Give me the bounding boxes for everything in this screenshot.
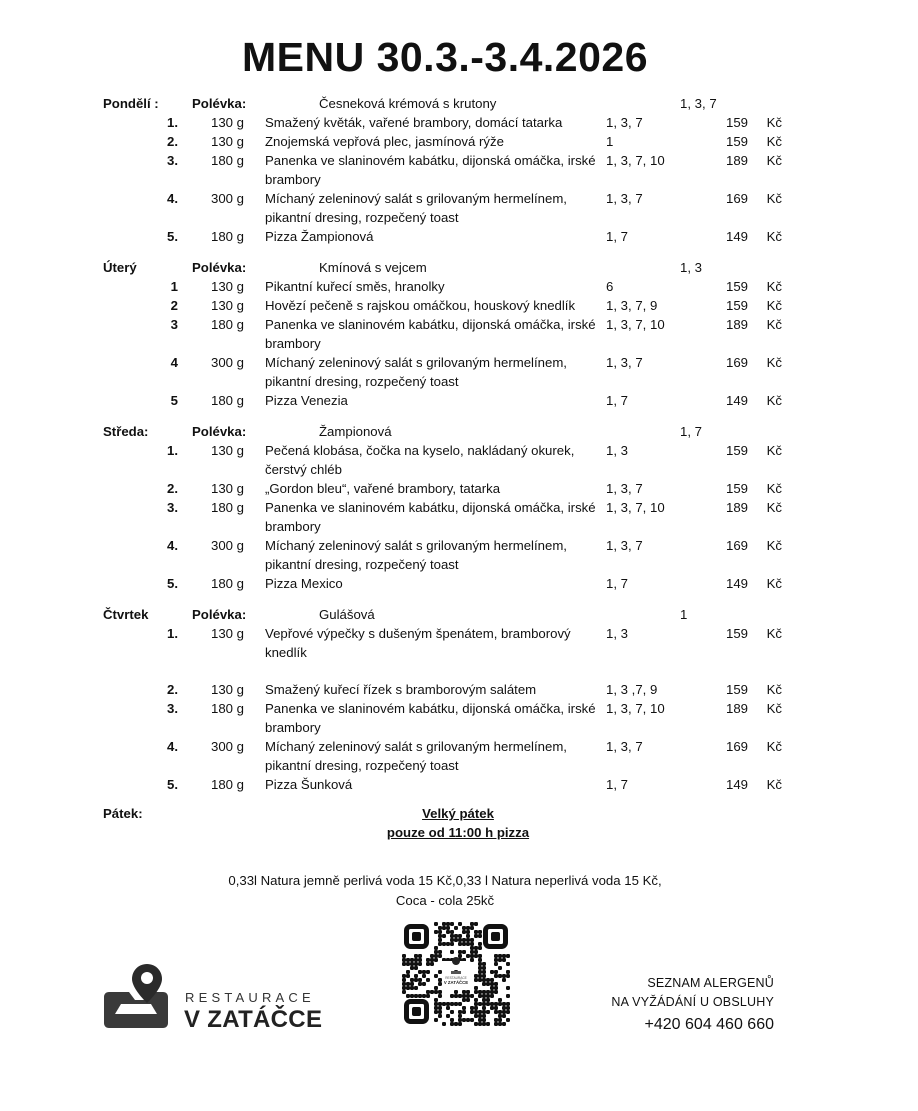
day-name: Čtvrtek bbox=[103, 607, 149, 622]
item-number: 4. bbox=[167, 739, 178, 754]
soup-label: Polévka: bbox=[192, 96, 247, 111]
item-allergens: 6 bbox=[606, 279, 614, 294]
item-allergens: 1, 7 bbox=[606, 576, 628, 591]
item-currency: Kč bbox=[766, 115, 782, 130]
item-allergens: 1, 3, 7, 9 bbox=[606, 298, 658, 313]
item-name: Hovězí pečeně s rajskou omáčkou, houskový knedlík bbox=[265, 298, 576, 313]
soup-name: Kmínová s vejcem bbox=[319, 260, 427, 275]
map-pin-icon bbox=[103, 962, 175, 1034]
menu-item bbox=[103, 479, 803, 498]
item-weight: 180 g bbox=[210, 777, 244, 792]
day-name: Úterý bbox=[103, 260, 137, 275]
item-price: 189 bbox=[725, 500, 748, 515]
item-currency: Kč bbox=[766, 576, 782, 591]
item-price: 159 bbox=[725, 626, 748, 641]
item-allergens: 1, 3, 7 bbox=[606, 481, 643, 496]
item-price: 159 bbox=[725, 115, 748, 130]
friday-note: Velký pátek bbox=[422, 806, 494, 821]
menu-item bbox=[103, 624, 803, 662]
item-name: Pizza Venezia bbox=[265, 393, 348, 408]
item-number: 1 bbox=[170, 279, 178, 294]
day-section bbox=[103, 422, 803, 593]
menu-item bbox=[103, 574, 803, 593]
page-title: MENU 30.3.-3.4.2026 bbox=[241, 34, 649, 80]
item-name: Panenka ve slaninovém kabátku, dijonská omáčka, irské brambory bbox=[265, 317, 596, 351]
item-allergens: 1, 3, 7, 10 bbox=[606, 153, 665, 168]
item-allergens: 1, 3 ,7, 9 bbox=[606, 682, 658, 697]
item-allergens: 1, 3, 7 bbox=[606, 355, 643, 370]
item-number: 3. bbox=[167, 500, 178, 515]
item-currency: Kč bbox=[766, 626, 782, 641]
day-name: Pátek: bbox=[103, 806, 143, 821]
item-price: 149 bbox=[725, 777, 748, 792]
item-name: Panenka ve slaninovém kabátku, dijonská omáčka, irské brambory bbox=[265, 701, 596, 735]
item-currency: Kč bbox=[766, 355, 782, 370]
menu-item bbox=[103, 151, 803, 189]
item-currency: Kč bbox=[766, 739, 782, 754]
item-price: 169 bbox=[725, 538, 748, 553]
menu-item bbox=[103, 132, 803, 151]
menu-item bbox=[103, 189, 803, 227]
item-weight: 300 g bbox=[210, 538, 244, 553]
menu-item bbox=[103, 699, 803, 737]
soup-row bbox=[103, 605, 803, 624]
item-number: 1. bbox=[167, 115, 178, 130]
item-allergens: 1, 7 bbox=[606, 229, 628, 244]
restaurant-logo bbox=[103, 962, 323, 1034]
menu-item bbox=[103, 227, 803, 246]
item-name: Pečená klobása, čočka na kyselo, nakládaný okurek, čerstvý chléb bbox=[265, 443, 575, 477]
item-weight: 130 g bbox=[210, 443, 244, 458]
item-allergens: 1, 3, 7, 10 bbox=[606, 317, 665, 332]
item-allergens: 1, 7 bbox=[606, 777, 628, 792]
day-section bbox=[103, 605, 803, 794]
item-weight: 130 g bbox=[210, 682, 244, 697]
day-name: Středa: bbox=[103, 424, 149, 439]
soup-name: Žampionová bbox=[319, 424, 392, 439]
item-name: Míchaný zeleninový salát s grilovaným hermelínem, pikantní dresing, rozpečený toast bbox=[265, 538, 567, 572]
item-currency: Kč bbox=[766, 134, 782, 149]
item-number: 2. bbox=[167, 682, 178, 697]
item-price: 169 bbox=[725, 191, 748, 206]
item-name: Panenka ve slaninovém kabátku, dijonská omáčka, irské brambory bbox=[265, 153, 596, 187]
menu-item bbox=[103, 277, 803, 296]
menu-item bbox=[103, 536, 803, 574]
item-weight: 180 g bbox=[210, 701, 244, 716]
item-allergens: 1, 3, 7, 10 bbox=[606, 701, 665, 716]
day-section bbox=[103, 94, 803, 246]
item-weight: 130 g bbox=[210, 481, 244, 496]
item-weight: 180 g bbox=[210, 317, 244, 332]
item-weight: 180 g bbox=[210, 229, 244, 244]
item-number: 3. bbox=[167, 153, 178, 168]
item-number: 4 bbox=[170, 355, 178, 370]
item-price: 149 bbox=[725, 393, 748, 408]
item-number: 2. bbox=[167, 134, 178, 149]
qr-label-bottom: V ZATÁČCE bbox=[443, 980, 469, 985]
item-price: 189 bbox=[725, 153, 748, 168]
item-name: Pizza Mexico bbox=[265, 576, 343, 591]
allergens-line: NA VYŽÁDÁNÍ U OBSLUHY bbox=[611, 995, 774, 1009]
menu-item bbox=[103, 498, 803, 536]
day-section bbox=[103, 258, 803, 410]
item-number: 4. bbox=[167, 538, 178, 553]
drinks-line: 0,33l Natura jemně perlivá voda 15 Kč,0,33 l Natura neperlivá voda 15 Kč, bbox=[228, 873, 662, 888]
item-number: 2 bbox=[170, 298, 178, 313]
item-name: „Gordon bleu“, vařené brambory, tatarka bbox=[265, 481, 501, 496]
item-weight: 300 g bbox=[210, 191, 244, 206]
item-weight: 300 g bbox=[210, 739, 244, 754]
menu-item bbox=[103, 391, 803, 410]
item-number: 3. bbox=[167, 701, 178, 716]
item-price: 159 bbox=[725, 279, 748, 294]
item-number: 1. bbox=[167, 626, 178, 641]
soup-name: Česneková krémová s krutony bbox=[319, 96, 497, 111]
item-currency: Kč bbox=[766, 191, 782, 206]
item-weight: 300 g bbox=[210, 355, 244, 370]
drinks-info bbox=[200, 871, 690, 910]
item-currency: Kč bbox=[766, 682, 782, 697]
item-price: 149 bbox=[725, 229, 748, 244]
item-allergens: 1 bbox=[606, 134, 614, 149]
soup-row bbox=[103, 258, 803, 277]
soup-allergens: 1, 7 bbox=[680, 424, 702, 439]
item-currency: Kč bbox=[766, 298, 782, 313]
spacer bbox=[103, 662, 803, 680]
soup-row bbox=[103, 94, 803, 113]
item-weight: 180 g bbox=[210, 500, 244, 515]
soup-label: Polévka: bbox=[192, 607, 247, 622]
item-allergens: 1, 3, 7 bbox=[606, 115, 643, 130]
item-price: 149 bbox=[725, 576, 748, 591]
soup-allergens: 1, 3 bbox=[680, 260, 702, 275]
friday-section bbox=[103, 806, 803, 852]
item-currency: Kč bbox=[766, 481, 782, 496]
menu-item bbox=[103, 296, 803, 315]
menu-item bbox=[103, 113, 803, 132]
item-weight: 130 g bbox=[210, 626, 244, 641]
soup-allergens: 1, 3, 7 bbox=[680, 96, 717, 111]
item-currency: Kč bbox=[766, 443, 782, 458]
item-price: 159 bbox=[725, 298, 748, 313]
phone-number[interactable]: +420 604 460 660 bbox=[644, 1016, 774, 1033]
item-name: Smažený květák, vařené brambory, domácí tatarka bbox=[265, 115, 563, 130]
item-currency: Kč bbox=[766, 777, 782, 792]
item-currency: Kč bbox=[766, 500, 782, 515]
item-currency: Kč bbox=[766, 279, 782, 294]
logo-text-top: RESTAURACE bbox=[185, 990, 315, 1005]
item-name: Panenka ve slaninovém kabátku, dijonská omáčka, irské brambory bbox=[265, 500, 596, 534]
item-allergens: 1, 3, 7 bbox=[606, 538, 643, 553]
soup-label: Polévka: bbox=[192, 424, 247, 439]
item-price: 159 bbox=[725, 682, 748, 697]
item-number: 5 bbox=[170, 393, 178, 408]
item-weight: 130 g bbox=[210, 134, 244, 149]
item-number: 3 bbox=[170, 317, 178, 332]
item-allergens: 1, 3, 7, 10 bbox=[606, 500, 665, 515]
item-name: Pikantní kuřecí směs, hranolky bbox=[265, 279, 445, 294]
weekly-menu bbox=[103, 94, 803, 852]
item-name: Míchaný zeleninový salát s grilovaným hermelínem, pikantní dresing, rozpečený toast bbox=[265, 355, 567, 389]
item-currency: Kč bbox=[766, 153, 782, 168]
item-allergens: 1, 3 bbox=[606, 626, 628, 641]
item-number: 5. bbox=[167, 229, 178, 244]
item-price: 189 bbox=[725, 317, 748, 332]
item-allergens: 1, 3 bbox=[606, 443, 628, 458]
item-currency: Kč bbox=[766, 317, 782, 332]
item-price: 159 bbox=[725, 443, 748, 458]
menu-item bbox=[103, 775, 803, 794]
menu-item bbox=[103, 680, 803, 699]
allergens-note bbox=[590, 974, 774, 1038]
menu-item bbox=[103, 315, 803, 353]
item-name: Znojemská vepřová plec, jasmínová rýže bbox=[265, 134, 504, 149]
item-name: Pizza Šunková bbox=[265, 777, 353, 792]
item-number: 1. bbox=[167, 443, 178, 458]
item-name: Smažený kuřecí řízek s bramborovým salátem bbox=[265, 682, 537, 697]
item-price: 159 bbox=[725, 481, 748, 496]
item-number: 5. bbox=[167, 576, 178, 591]
item-weight: 180 g bbox=[210, 393, 244, 408]
menu-item bbox=[103, 737, 803, 775]
item-weight: 180 g bbox=[210, 153, 244, 168]
soup-allergens: 1 bbox=[680, 607, 688, 622]
item-weight: 180 g bbox=[210, 576, 244, 591]
item-name: Pizza Žampionová bbox=[265, 229, 374, 244]
item-allergens: 1, 3, 7 bbox=[606, 191, 643, 206]
item-allergens: 1, 3, 7 bbox=[606, 739, 643, 754]
logo-text-bottom: V ZATÁČCE bbox=[184, 1006, 323, 1033]
friday-note: pouze od 11:00 h pizza bbox=[386, 825, 530, 840]
item-price: 159 bbox=[725, 134, 748, 149]
drinks-line: Coca - cola 25kč bbox=[395, 892, 495, 908]
item-price: 169 bbox=[725, 355, 748, 370]
item-weight: 130 g bbox=[210, 115, 244, 130]
item-currency: Kč bbox=[766, 229, 782, 244]
item-weight: 130 g bbox=[210, 298, 244, 313]
allergens-line: SEZNAM ALERGENŮ bbox=[647, 976, 774, 990]
item-currency: Kč bbox=[766, 538, 782, 553]
qr-code[interactable] bbox=[402, 922, 510, 1026]
day-name: Pondělí : bbox=[103, 96, 159, 111]
soup-label: Polévka: bbox=[192, 260, 247, 275]
item-name: Míchaný zeleninový salát s grilovaným hermelínem, pikantní dresing, rozpečený toast bbox=[265, 739, 567, 773]
soup-name: Gulášová bbox=[319, 607, 375, 622]
item-currency: Kč bbox=[766, 701, 782, 716]
item-weight: 130 g bbox=[210, 279, 244, 294]
item-number: 5. bbox=[167, 777, 178, 792]
soup-row bbox=[103, 422, 803, 441]
item-price: 169 bbox=[725, 739, 748, 754]
item-price: 189 bbox=[725, 701, 748, 716]
item-name: Vepřové výpečky s dušeným špenátem, bramborový knedlík bbox=[265, 626, 571, 660]
item-allergens: 1, 7 bbox=[606, 393, 628, 408]
menu-item bbox=[103, 441, 803, 479]
item-currency: Kč bbox=[766, 393, 782, 408]
item-name: Míchaný zeleninový salát s grilovaným hermelínem, pikantní dresing, rozpečený toast bbox=[265, 191, 567, 225]
menu-item bbox=[103, 353, 803, 391]
qr-label-top: RESTAURACE bbox=[445, 976, 467, 980]
item-number: 2. bbox=[167, 481, 178, 496]
item-number: 4. bbox=[167, 191, 178, 206]
